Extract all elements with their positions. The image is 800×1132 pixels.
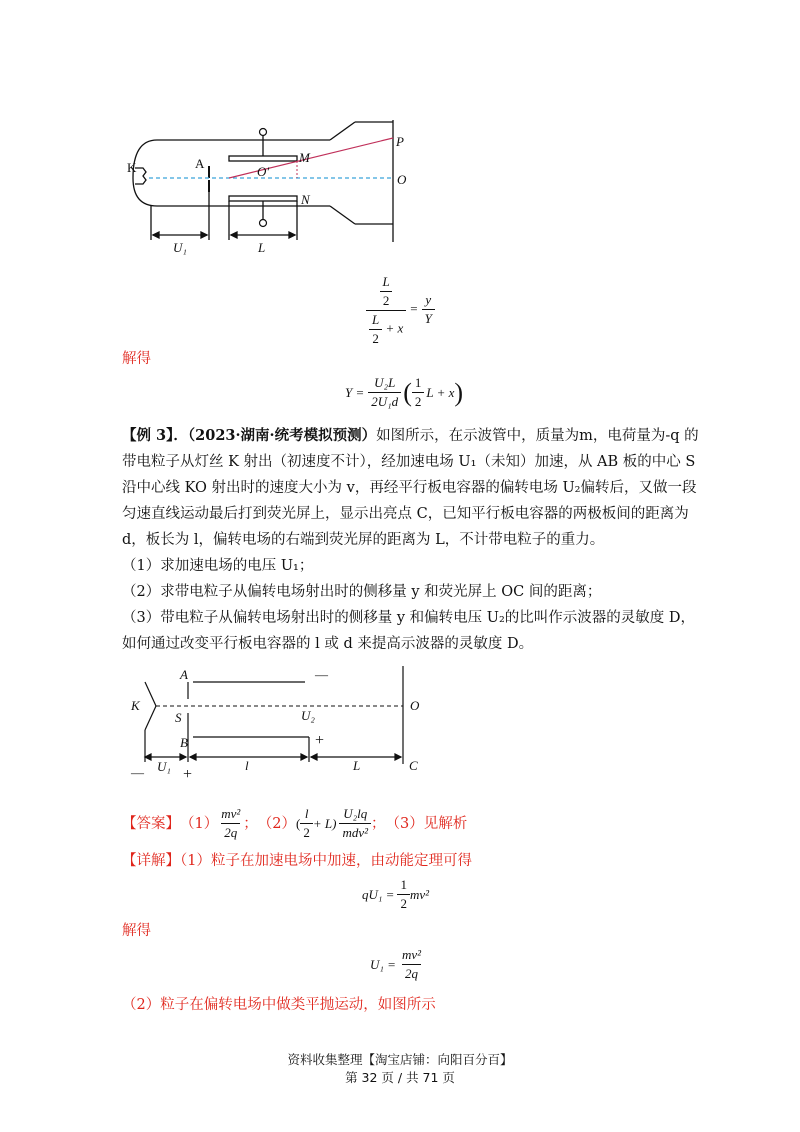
example-3-block: 【例 3】．（2023·湖南·统考模拟预测）如图所示，在示波管中，质量为m，电荷量为-q 的 带电粒子从灯丝 K 射出（初速度不计），经加速电场 U₁（未知）加速，从 AB 板的中心 S 沿中心线 KO 射出时的速度大小为 v，再经平行板电容器的偏转电场 U₂偏转后，又做一段 匀速直线运动最后打到荧光屏上，显示出亮点 C，已知平行板电容器的两极板间的距离为 d，板长为 l，偏转电场的右端到荧光屏的距离为 L，不计带电粒子的重力。 （1）求加速电场的电压 U₁； （2）求带电粒子从偏转电场射出时的侧移量 y 和荧光屏上 OC 间的距离； （3）带电粒子从偏转电场射出时的侧移量 y 和偏转电压 U₂的比叫作示波器的灵敏度 D， 如何通过改变平行板电容器的 l 或 d 来提高示波器的灵敏度 D。: [122, 423, 702, 657]
eq4-den: 2q: [402, 964, 421, 983]
fig2-label-U2: U₂: [301, 708, 315, 723]
part-2-line: （2）粒子在偏转电场中做类平抛运动，如图所示: [122, 997, 436, 1013]
fig2-label-O: O: [410, 698, 420, 713]
example-source: （2023·湖南·统考模拟预测）: [187, 427, 377, 444]
solve-label-2: 解得: [122, 923, 151, 939]
oscilloscope-tube-figure: [125, 110, 425, 260]
answer-p3: （3）见解析: [385, 815, 468, 832]
fig2-label-A: A: [180, 667, 188, 682]
label-M: M: [299, 150, 310, 165]
fig2-label-l: l: [245, 758, 249, 773]
example-line-1: 带电粒子从灯丝 K 射出（初速度不计），经加速电场 U₁（未知）加速，从 AB 板的中心 S: [122, 454, 696, 470]
fig2-label-S: S: [175, 710, 182, 725]
answer-sep1: ；: [243, 815, 258, 832]
eq1-Y: Y: [422, 309, 435, 328]
eq3-rhs: mv²: [409, 886, 429, 902]
fig2-label-K: K: [131, 698, 140, 713]
answer-2-paren: (: [296, 815, 301, 831]
eq2-rest: L + x: [426, 384, 455, 400]
fig2-minus-left: —: [131, 765, 144, 780]
label-K: K: [127, 160, 137, 175]
fig2-label-L: L: [353, 758, 361, 773]
detail-line: [122, 848, 472, 874]
fig2-plus-right: +: [315, 732, 325, 749]
answer-1-den: 2q: [221, 823, 240, 842]
answer-2-num: U₂lq: [343, 806, 368, 821]
eq2-num: U₂L: [374, 375, 396, 390]
label-L: L: [258, 240, 266, 255]
answer-tag: 【答案】: [122, 815, 180, 832]
fig2-label-B: B: [180, 735, 188, 750]
answer-2-plus: + L): [312, 815, 337, 831]
example-line-0: 如图所示，在示波管中，质量为m，电荷量为-q 的: [376, 428, 699, 444]
question-3b: 如何通过改变平行板电容器的 l 或 d 来提高示波器的灵敏度 D。: [122, 636, 534, 652]
answer-sep2: ；: [371, 815, 386, 832]
question-3a: （3）带电粒子从偏转电场射出时的侧移量 y 和偏转电压 U₂的比叫作示波器的灵敏度 D，: [122, 610, 696, 626]
equation-U1: [370, 946, 424, 983]
label-O-prime: O′: [257, 164, 270, 179]
answer-p1: （1）: [180, 815, 219, 832]
eq1-plus-x: + x: [385, 320, 404, 336]
detail-text: （1）粒子在加速电场中加速，由动能定理可得: [180, 853, 472, 869]
answer-2-l: l: [304, 806, 309, 821]
label-N: N: [301, 192, 310, 207]
eq1-equals: =: [410, 301, 418, 316]
question-1: （1）求加速电场的电压 U₁；: [122, 558, 314, 574]
example-tag: 【例 3】: [122, 427, 174, 444]
eq1-L2: L: [372, 312, 380, 327]
question-2: （2）求带电粒子从偏转电场射出时的侧移量 y 和荧光屏上 OC 间的距离；: [122, 584, 602, 600]
example-line-2: 沿中心线 KO 射出时的速度大小为 v，再经平行板电容器的偏转电场 U₂偏转后，又做一段: [122, 480, 697, 496]
label-P: P: [396, 134, 404, 149]
eq3-two: 2: [397, 894, 410, 913]
eq4-num: mv²: [401, 947, 421, 962]
answer-p2: （2）: [257, 815, 297, 832]
eq1-y: y: [425, 291, 432, 307]
eq2-den: 2U₁d: [368, 392, 401, 411]
fig2-plus-bottom: +: [183, 766, 193, 780]
equation-Y: Y = $\frac{\text{U₂L}}{\text{2U₁d}}$ ( $\frac{1}{2}$ L + x ): [345, 375, 464, 409]
label-O: O: [397, 172, 407, 187]
footer-source: 资料收集整理【淘宝店铺：向阳百分百】: [287, 1052, 513, 1067]
answer-2-den: mdv²: [339, 823, 371, 842]
deflection-diagram: [125, 662, 435, 780]
eq1-two-a: 2: [380, 291, 393, 310]
eq4-lhs: U₁ =: [370, 956, 396, 972]
eq2-lhs: Y =: [345, 384, 365, 400]
label-U1: U₁: [173, 240, 187, 255]
fig2-label-C: C: [409, 758, 418, 773]
eq3-lhs: qU₁ =: [362, 886, 395, 902]
eq1-top-L: L: [382, 273, 390, 289]
detail-tag: 【详解】: [122, 853, 180, 869]
example-line-3: 匀速直线运动最后打到荧光屏上，显示出亮点 C，已知平行板电容器的两极板间的距离为: [122, 506, 689, 522]
example-line-4: d，板长为 l，偏转电场的右端到荧光屏的距离为 L，不计带电粒子的重力。: [122, 532, 605, 548]
answer-line: [122, 805, 467, 842]
footer-page-number: 第 32 页 / 共 71 页: [345, 1070, 455, 1085]
answer-2-two: 2: [300, 823, 313, 842]
equation-ratio: [366, 270, 435, 348]
label-A: A: [195, 156, 205, 171]
answer-1-num: mv²: [221, 806, 241, 821]
fig2-label-U1: U₁: [157, 759, 171, 774]
solve-label-1: 解得: [122, 351, 151, 367]
eq1-two-b: 2: [369, 329, 382, 348]
fig2-minus-top: —: [315, 667, 328, 682]
equation-energy: [362, 876, 429, 913]
eq2-half-den: 2: [412, 392, 425, 411]
eq2-half-num: 1: [414, 375, 422, 390]
eq3-one: 1: [400, 877, 407, 892]
